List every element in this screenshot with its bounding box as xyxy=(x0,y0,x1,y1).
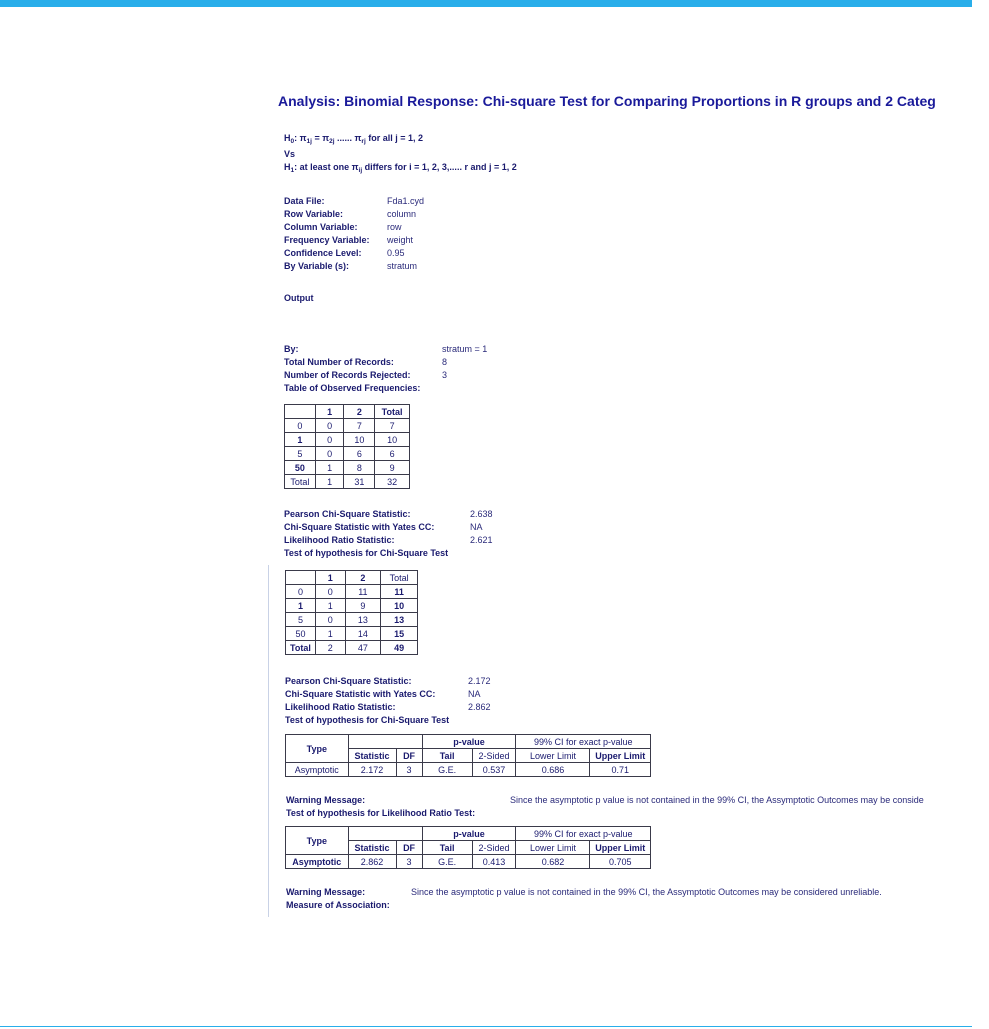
records-block: By: stratum = 1 Total Number of Records: 8 Number of Records Rejected: 3 Table of Observed Frequencies: xyxy=(284,344,488,393)
setting-row: Confidence Level: 0.95 xyxy=(284,248,405,258)
null-hypothesis: $H_0$: $\pi_{1j} = \pi_{2j}$ ...... $\pi_{rj}$ for all j = 1, 2 xyxy=(284,133,424,145)
table-row: 5 0 6 6 xyxy=(285,447,410,461)
stats-block-1: Pearson Chi-Square Statistic: 2.638 Chi-Square Statistic with Yates CC: NA Likelihood Ratio Statistic: 2.621 Test of hypothesis for Chi-Square Test xyxy=(284,509,493,558)
stats-block-2: Pearson Chi-Square Statistic: 2.172 Chi-Square Statistic with Yates CC: NA Likelihood Ratio Statistic: 2.862 Test of hypothesis for Chi-Square Test xyxy=(285,676,491,725)
table-row: 0 0 7 7 xyxy=(285,419,410,433)
warning-message-2: Warning Message: Since the asymptotic p value is not contained in the 99% CI, the Assymptotic Outcomes may be considered unreliable. xyxy=(286,887,882,897)
table-header-row: 1 2 Total xyxy=(286,571,418,585)
vertical-guide-line xyxy=(268,565,269,917)
table-title: Table of Observed Frequencies: xyxy=(284,383,421,393)
table-row: 50 1 8 9 xyxy=(285,461,410,475)
setting-row: Data File: Fda1.cyd xyxy=(284,196,425,206)
table-row: 1 1 9 10 xyxy=(286,599,418,613)
table-row: Asymptotic 2.862 3 G.E. 0.413 0.682 0.705 xyxy=(286,855,651,869)
table-row: 50 1 14 15 xyxy=(286,627,418,641)
table-row: Total 1 31 32 xyxy=(285,475,410,489)
alternative-hypothesis: $H_1$: at least one $\pi_{ij}$ differs for i = 1, 2, 3,..... r and j = 1, 2 xyxy=(284,162,517,174)
measure-of-association-label: Measure of Association: xyxy=(286,900,390,910)
settings-list xyxy=(284,195,424,273)
table-header-row: 1 2 Total xyxy=(285,405,410,419)
table-header-row: Type p-value 99% CI for exact p-value xyxy=(286,827,651,841)
observed-frequencies-table-2 xyxy=(285,570,418,655)
test-title: Test of hypothesis for Chi-Square Test xyxy=(284,548,449,558)
table-header-row: Type p-value 99% CI for exact p-value xyxy=(286,735,651,749)
table-row: 1 0 10 10 xyxy=(285,433,410,447)
table-row: 5 0 13 13 xyxy=(286,613,418,627)
vs-label: Vs xyxy=(284,149,296,159)
top-accent-bar xyxy=(0,0,972,7)
chi-square-result-table xyxy=(285,734,651,777)
table-row: Asymptotic 2.172 3 G.E. 0.537 0.686 0.71 xyxy=(286,763,651,777)
setting-row: By Variable (s): stratum xyxy=(284,261,418,271)
setting-row: Frequency Variable: weight xyxy=(284,235,414,245)
likelihood-result-table xyxy=(285,826,651,869)
bottom-divider xyxy=(0,1026,972,1027)
page-title: Analysis: Binomial Response: Chi-square Test for Comparing Proportions in R groups and 2 Categ xyxy=(278,93,936,109)
setting-row: Column Variable: row xyxy=(284,222,402,232)
output-label: Output xyxy=(284,293,314,303)
test-title: Test of hypothesis for Chi-Square Test xyxy=(285,715,450,725)
table-row: 0 0 11 11 xyxy=(286,585,418,599)
table-header-row: Statistic DF Tail 2-Sided Lower Limit Upper Limit xyxy=(286,749,651,763)
test-title-likelihood: Test of hypothesis for Likelihood Ratio Test: xyxy=(286,808,476,818)
table-header-row: Statistic DF Tail 2-Sided Lower Limit Upper Limit xyxy=(286,841,651,855)
observed-frequencies-table xyxy=(284,404,410,489)
warning-message-1: Warning Message: Since the asymptotic p value is not contained in the 99% CI, the Assymptotic Outcomes may be conside xyxy=(286,795,924,805)
table-row: Total 2 47 49 xyxy=(286,641,418,655)
setting-row: Row Variable: column xyxy=(284,209,417,219)
